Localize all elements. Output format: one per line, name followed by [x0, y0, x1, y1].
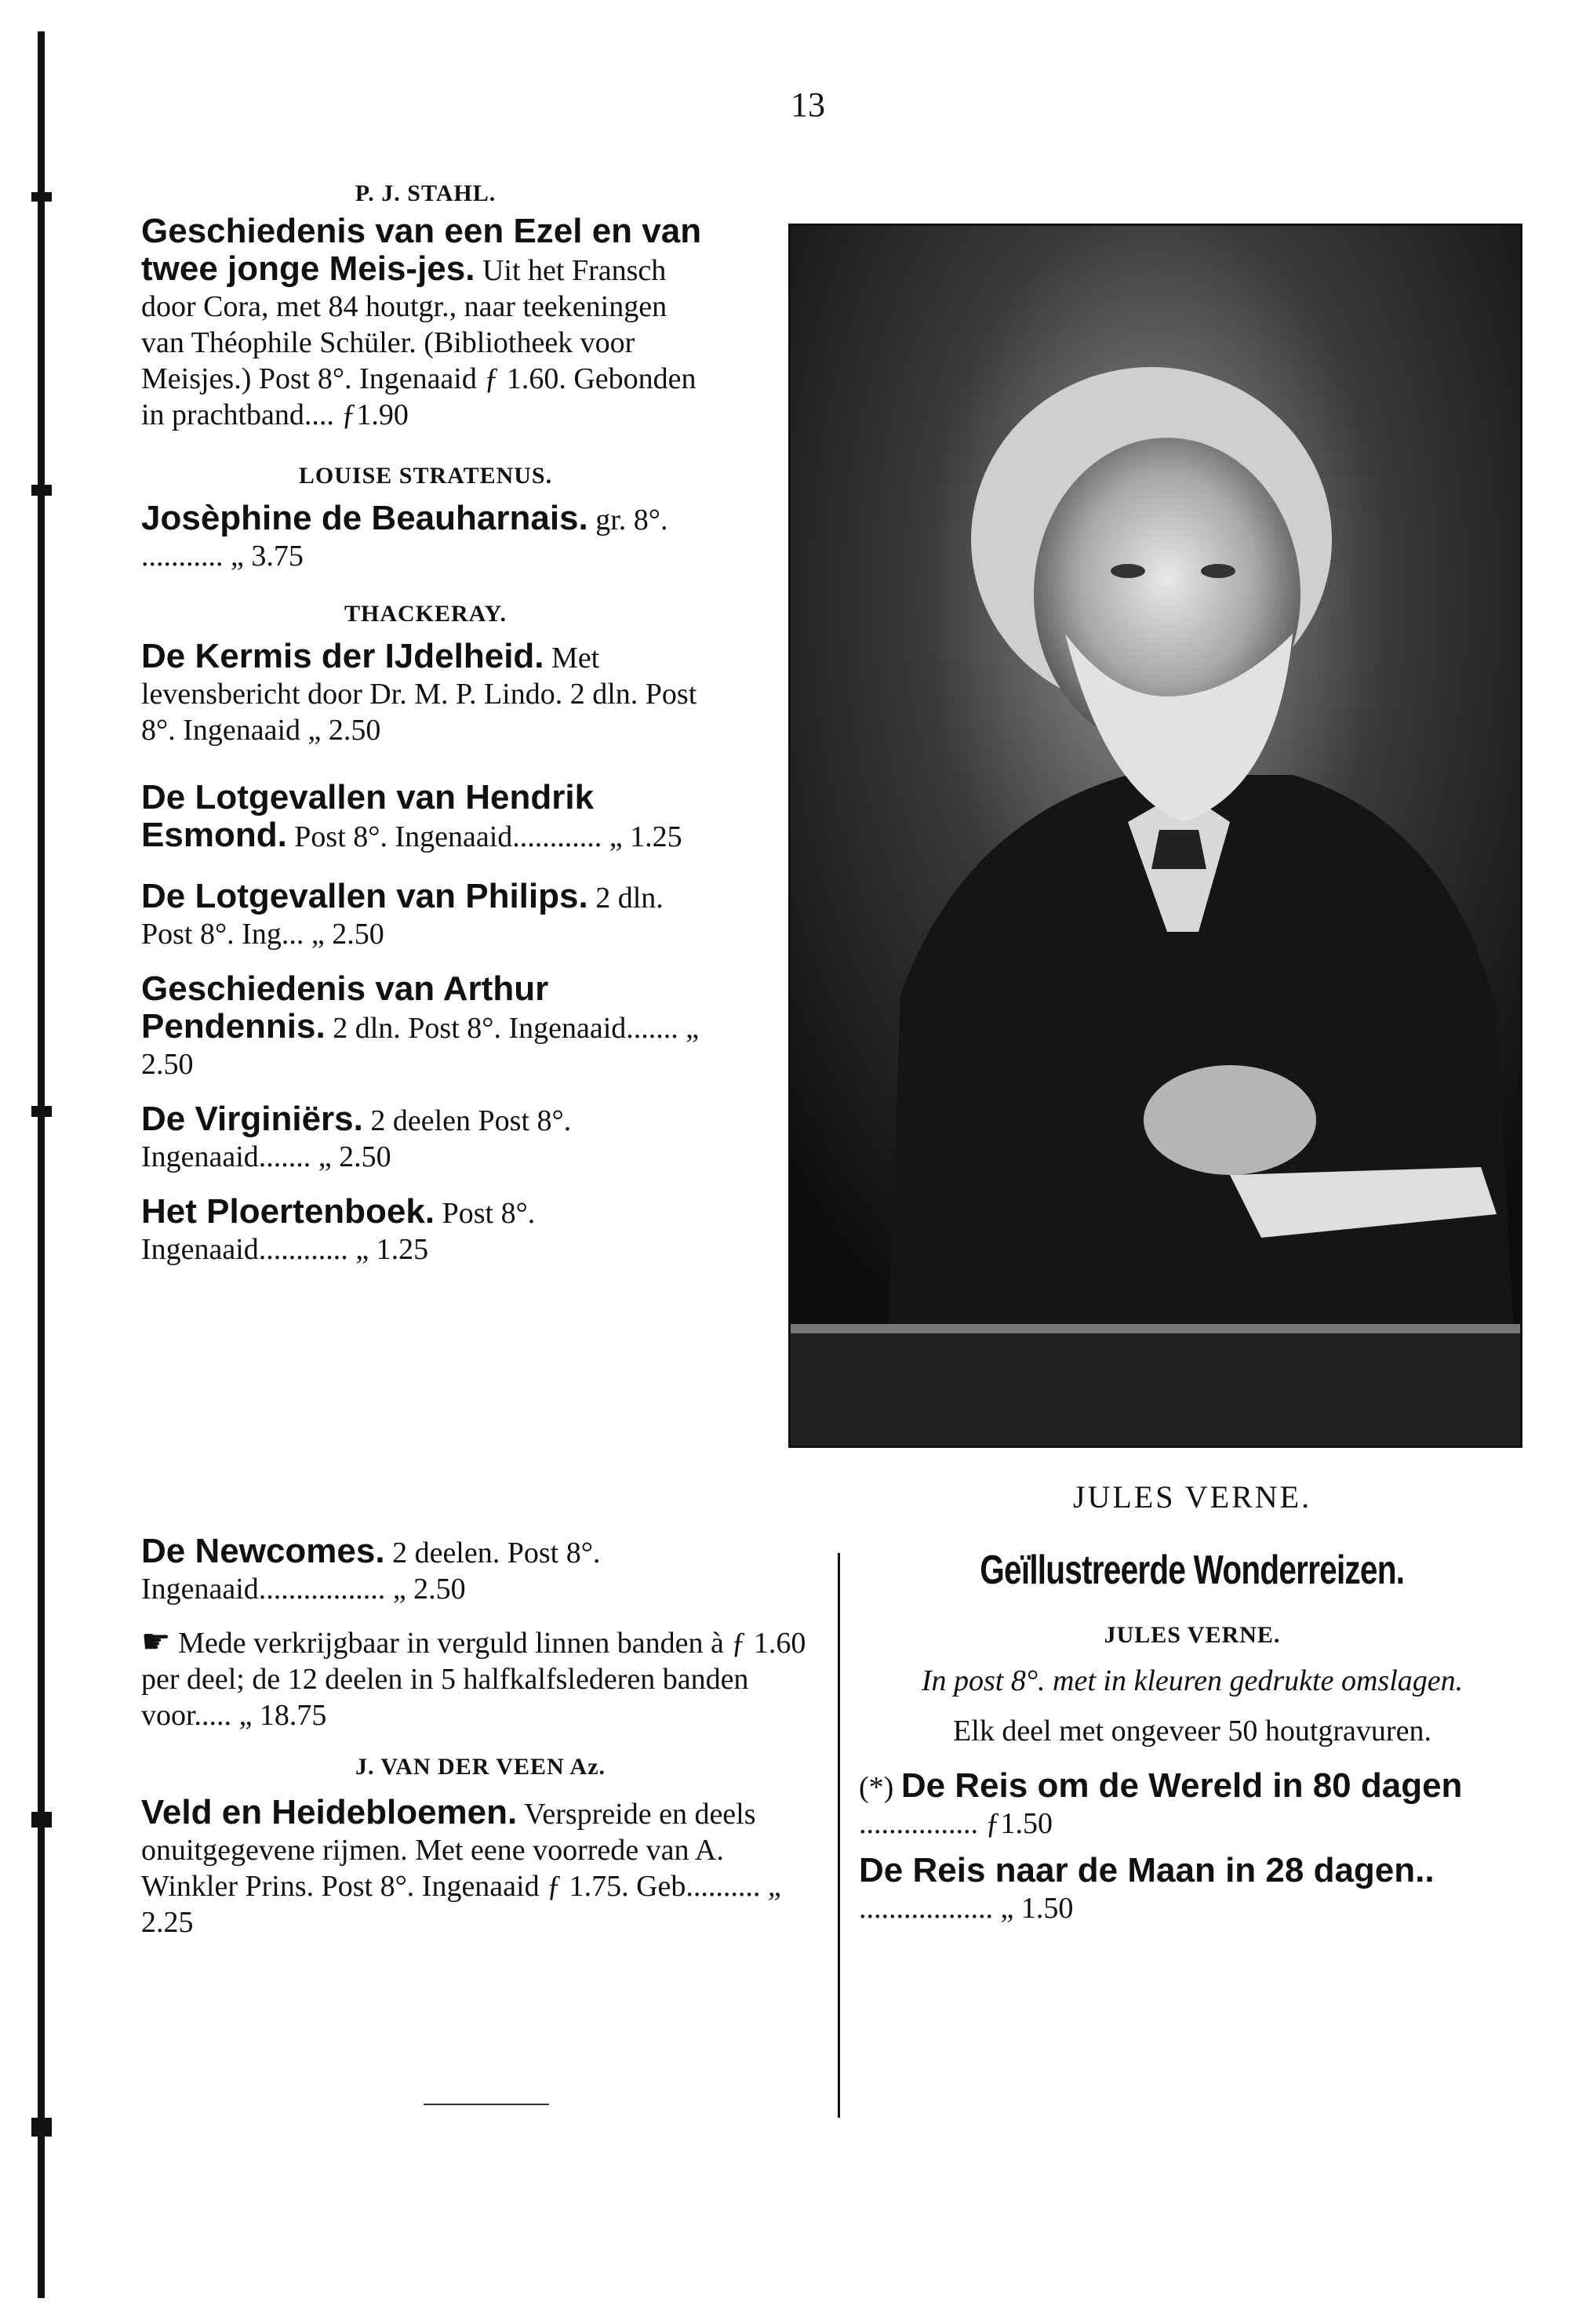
- title-philips: De Lotgevallen van Philips.: [141, 877, 588, 915]
- binding-line: [38, 31, 45, 2298]
- desc-ezel: Uit het Fransch door Cora, met 84 houtgr., naar teekeningen van Théophile Schüler. (Bibliotheek voor Meisjes.) Post 8°. Ingenaaid ƒ 1.60. Gebonden in prachtband....: [141, 254, 697, 431]
- price-ploertenboek: „ 1.25: [355, 1233, 429, 1266]
- entry-newcomes: [141, 1533, 820, 1607]
- title-ezel: Geschiedenis van een Ezel en van twee jonge Meis-jes.: [141, 212, 702, 288]
- price-veld: „ 2.25: [141, 1870, 781, 1939]
- title-virginiers: De Virginiërs.: [141, 1100, 363, 1138]
- title-pendennis: Geschiedenis van Arthur Pendennis.: [141, 969, 549, 1046]
- desc-virginiers: 2 deelen Post 8°. Ingenaaid.......: [141, 1104, 572, 1173]
- title-kermis: De Kermis der IJdelheid.: [141, 637, 544, 675]
- author-stahl: P. J. STAHL.: [355, 180, 497, 206]
- entry-philips: [141, 878, 710, 952]
- column-divider: [838, 1553, 840, 2118]
- author-stratenus: LOUISE STRATENUS.: [298, 463, 553, 489]
- author-verne: JULES VERNE.: [1104, 1622, 1281, 1648]
- left-column-bottom: [141, 1533, 820, 1940]
- author-thackeray: THACKERAY.: [344, 601, 507, 627]
- series-intro-2: Elk deel met ongeveer 50 houtgravuren.: [953, 1715, 1431, 1748]
- price-kermis: „ 2.50: [307, 714, 381, 747]
- binding-mark: [31, 1106, 52, 1117]
- entry-esmond: [141, 780, 710, 855]
- price-esmond: „ 1.25: [609, 820, 682, 853]
- binding-mark: [31, 485, 52, 496]
- note-binding: [141, 1624, 820, 1733]
- desc-kermis: Met levensbericht door Dr. M. P. Lindo. 2 dln. Post 8°. Ingenaaid: [141, 642, 697, 747]
- entry-josephine: [141, 500, 710, 574]
- entry-reis-wereld: [859, 1768, 1526, 1842]
- desc-newcomes: 2 deelen. Post 8°. Ingenaaid.................: [141, 1537, 601, 1606]
- portrait-engraving: [791, 226, 1520, 1446]
- desc-josephine: gr. 8°. ...........: [141, 504, 668, 573]
- binding-mark: [31, 1812, 52, 1828]
- binding-mark: [31, 2118, 52, 2137]
- entry-stahl: [141, 213, 710, 433]
- desc-esmond: Post 8°. Ingenaaid............: [294, 820, 602, 853]
- price-philips: „ 2.50: [311, 918, 384, 951]
- title-esmond: De Lotgevallen van Hendrik Esmond.: [141, 778, 595, 854]
- page-number: 13: [791, 85, 825, 124]
- note-price: „ 18.75: [238, 1699, 327, 1732]
- note-text: Mede verkrijgbaar in verguld linnen banden à ƒ 1.60 per deel; de 12 deelen in 5 halfkalfslederen banden voor.....: [141, 1627, 806, 1732]
- series-title: Geïllustreerde Wonderreizen.: [980, 1548, 1405, 1593]
- title-newcomes: De Newcomes.: [141, 1532, 385, 1570]
- pointing-hand-icon: ☛: [141, 1624, 171, 1660]
- title-ploertenboek: Het Ploertenboek.: [141, 1192, 435, 1231]
- price-newcomes: „ 2.50: [392, 1573, 466, 1606]
- price-pendennis: „ 2.50: [141, 1012, 700, 1081]
- series-intro: In post 8°. met in kleuren gedrukte omslagen.: [921, 1664, 1464, 1697]
- title-reis-maan: De Reis naar de Maan in 28 dagen..: [859, 1851, 1435, 1889]
- right-column: [859, 1478, 1526, 1926]
- price-josephine: „ 3.75: [231, 540, 304, 573]
- dots-reis-maan: ..................: [859, 1892, 993, 1925]
- desc-ploertenboek: Post 8°. Ingenaaid............: [141, 1197, 536, 1266]
- price-virginiers: „ 2.50: [318, 1140, 391, 1173]
- price-ezel: ƒ1.90: [341, 398, 409, 431]
- title-reis-wereld: De Reis om de Wereld in 80 dagen: [900, 1766, 1463, 1805]
- jules-verne-portrait: [788, 224, 1522, 1448]
- entry-ploertenboek: [141, 1194, 710, 1267]
- entry-pendennis: [141, 971, 710, 1082]
- entry-reis-maan: [859, 1853, 1526, 1926]
- entry-veld: [141, 1795, 820, 1940]
- dots-reis-wereld: ................: [859, 1807, 978, 1840]
- entry-virginiers: [141, 1101, 710, 1175]
- series-title-wrap: [859, 1547, 1526, 1594]
- desc-veld: Verspreide en deels onuitgegevene rijmen. Met eene voorrede van A. Winkler Prins. Post 8°. Ingenaaid ƒ 1.75. Geb..........: [141, 1798, 761, 1903]
- desc-pendennis: 2 dln. Post 8°. Ingenaaid.......: [333, 1012, 678, 1045]
- binding-mark: [31, 192, 52, 202]
- desc-philips: 2 dln. Post 8°. Ing...: [141, 882, 664, 951]
- portrait-caption: JULES VERNE.: [1072, 1479, 1312, 1515]
- left-column-top: [141, 180, 710, 1267]
- title-josephine: Josèphine de Beauharnais.: [141, 499, 588, 537]
- title-veld: Veld en Heidebloemen.: [141, 1793, 518, 1831]
- author-van-der-veen: J. VAN DER VEEN Az.: [355, 1754, 606, 1780]
- section-divider: [424, 2104, 549, 2105]
- price-reis-maan: „ 1.50: [1000, 1892, 1074, 1925]
- footnote-mark: (*): [859, 1771, 894, 1804]
- price-reis-wereld: ƒ1.50: [985, 1807, 1053, 1840]
- entry-kermis: [141, 638, 710, 748]
